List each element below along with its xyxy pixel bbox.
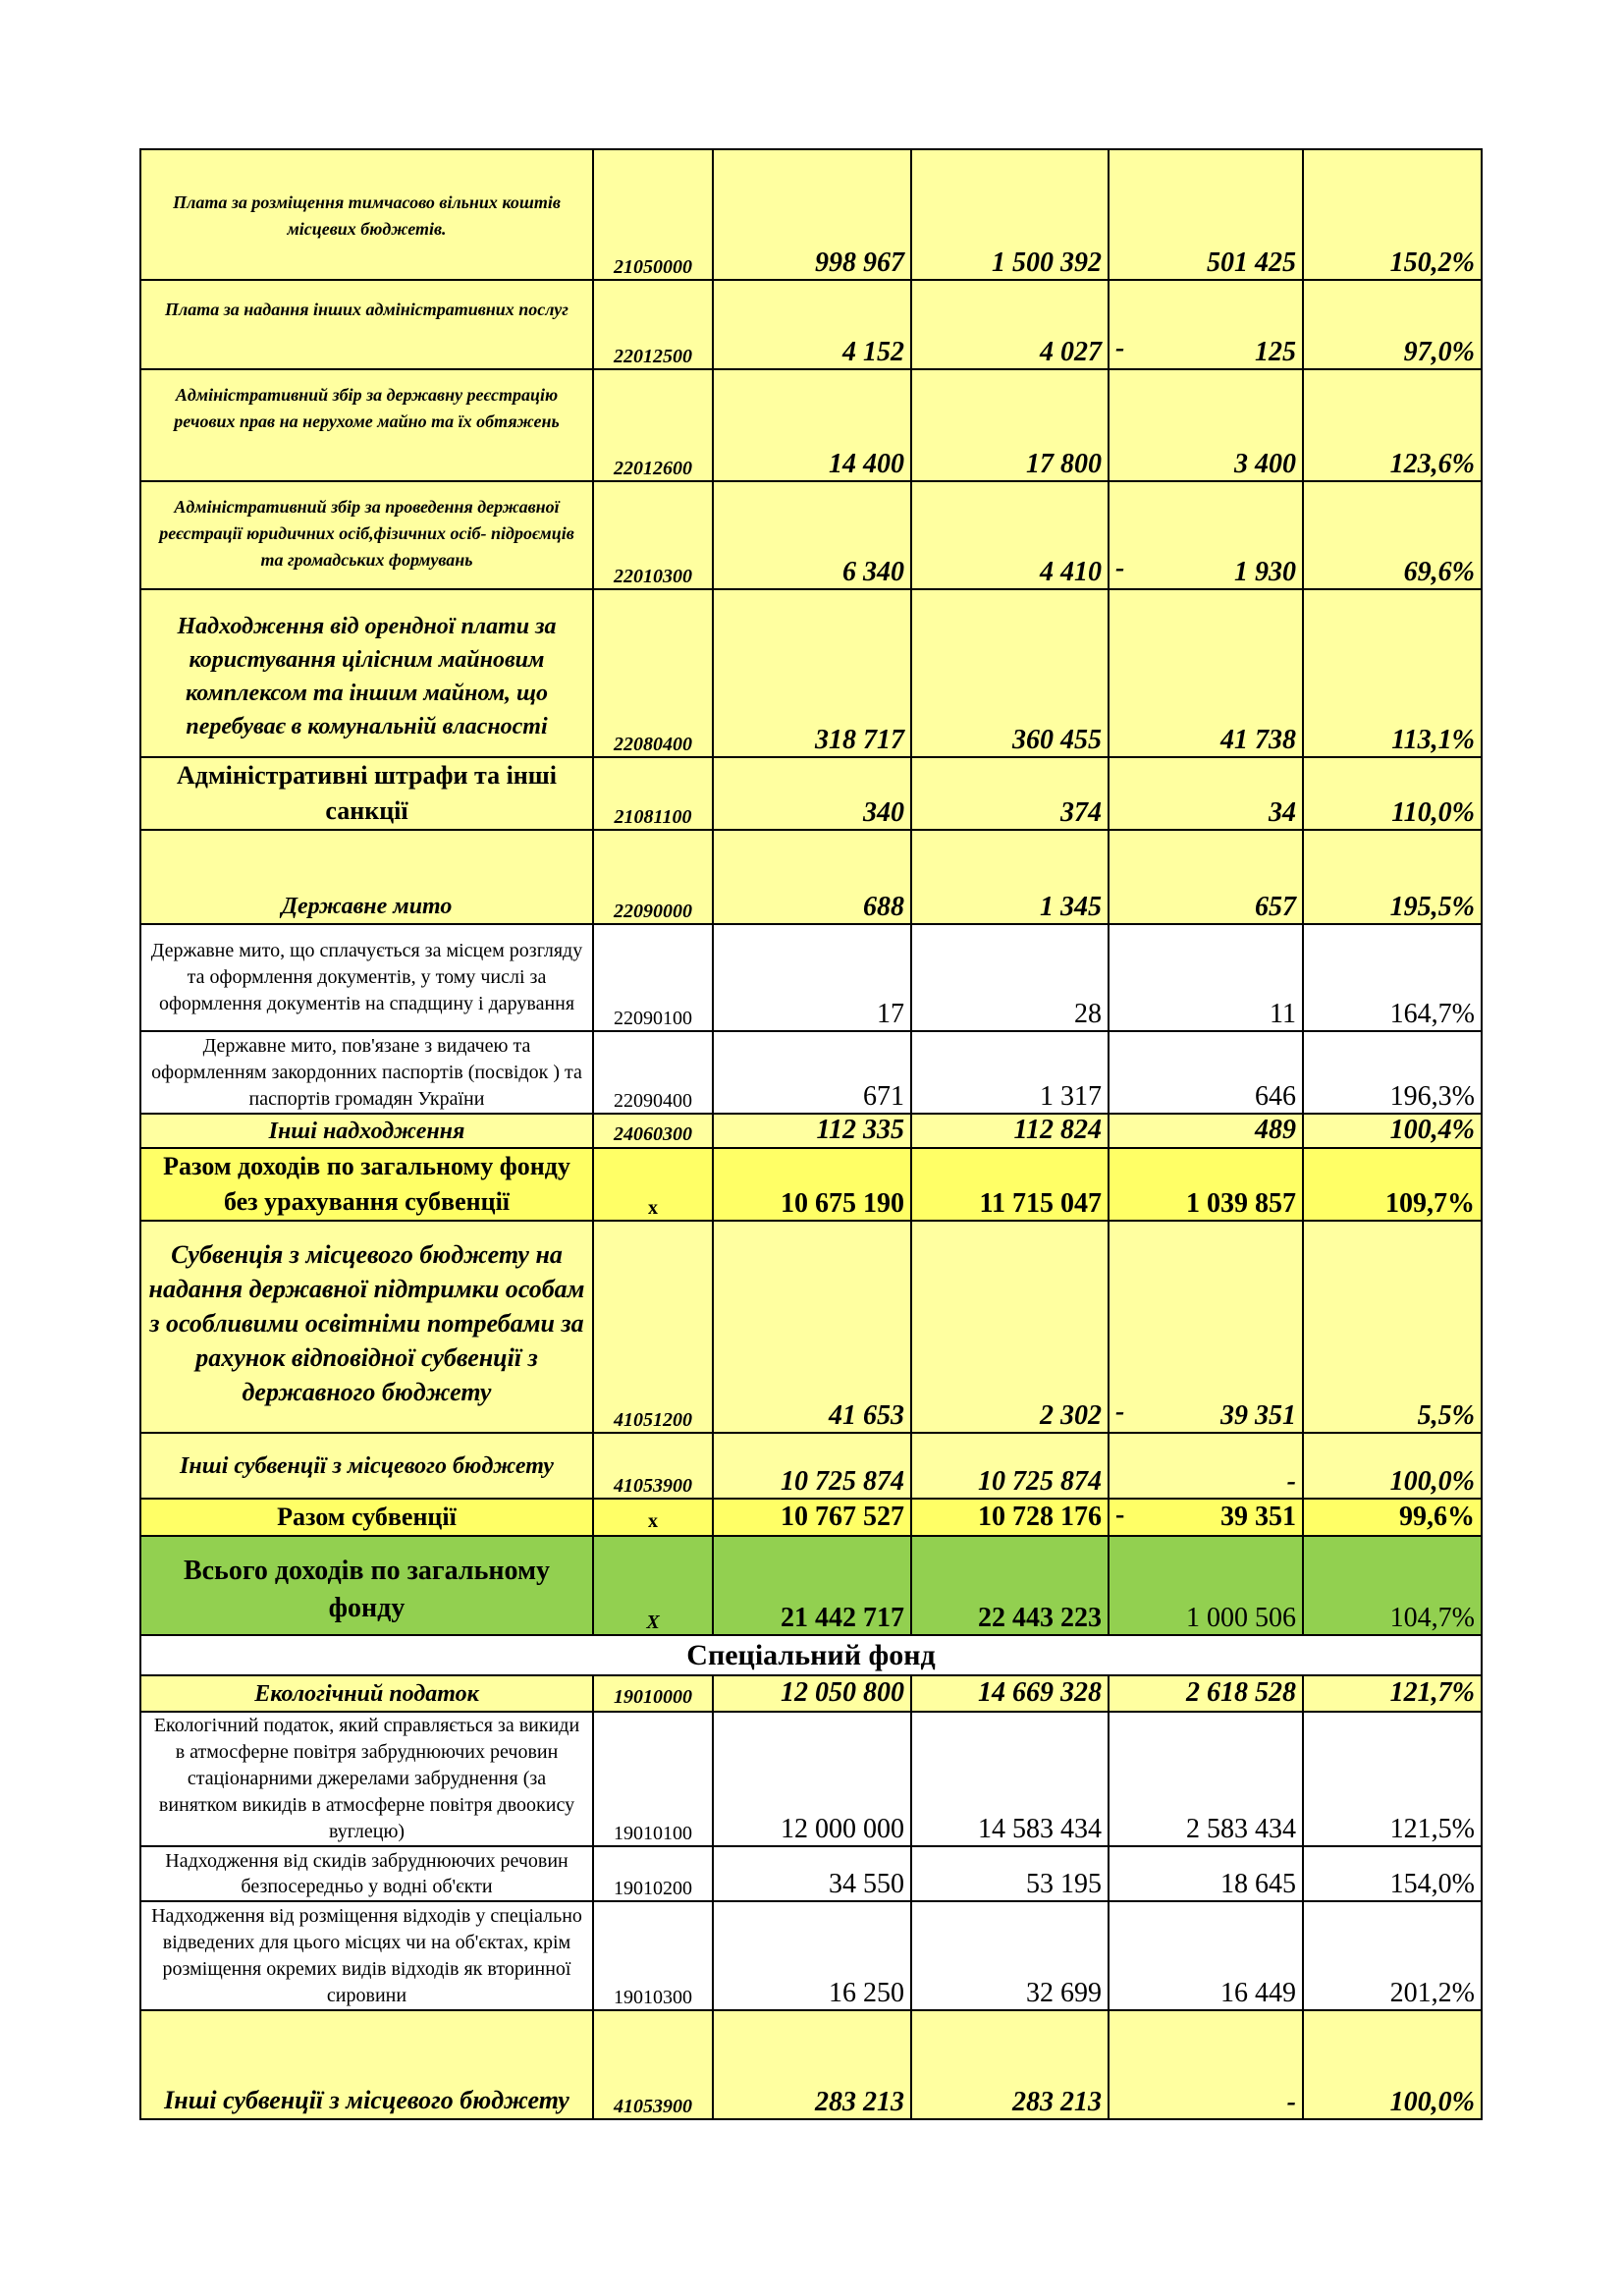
- row-diff: [1109, 1675, 1303, 1712]
- row-code: 22090000: [593, 830, 713, 924]
- row-plan: 10 675 190: [713, 1148, 911, 1221]
- row-percent: 100,0%: [1303, 1433, 1482, 1499]
- row-diff-value: 41 738: [1220, 725, 1296, 755]
- row-diff: [1109, 1148, 1303, 1221]
- row-plan: 12 000 000: [713, 1712, 911, 1846]
- row-code: 19010000: [593, 1675, 713, 1712]
- row-fact: 14 669 328: [911, 1675, 1109, 1712]
- row-plan: 4 152: [713, 280, 911, 369]
- row-fact: 11 715 047: [911, 1148, 1109, 1221]
- row-code: 41051200: [593, 1221, 713, 1433]
- row-diff-value: 16 449: [1220, 1978, 1296, 2008]
- minus-sign: -: [1115, 553, 1125, 583]
- table-row: [140, 1031, 1482, 1114]
- row-percent: 104,7%: [1303, 1536, 1482, 1635]
- row-diff-value: 125: [1255, 337, 1296, 367]
- row-code: 22012500: [593, 280, 713, 369]
- row-name: Інші надходження: [140, 1114, 593, 1148]
- row-diff: [1109, 481, 1303, 589]
- row-code: 22010300: [593, 481, 713, 589]
- row-code: х: [593, 1148, 713, 1221]
- row-plan: 10 767 527: [713, 1499, 911, 1536]
- row-diff-value: 657: [1255, 892, 1296, 922]
- row-diff: [1109, 369, 1303, 481]
- row-plan: 283 213: [713, 2010, 911, 2119]
- row-diff: [1109, 1114, 1303, 1148]
- row-percent: 109,7%: [1303, 1148, 1482, 1221]
- row-diff-value: 34: [1269, 797, 1296, 828]
- row-name: Плата за розміщення тимчасово вільних коштів місцевих бюджетів.: [140, 149, 593, 280]
- row-diff: [1109, 2010, 1303, 2119]
- row-name: Плата за надання інших адміністративних послуг: [140, 280, 593, 369]
- row-plan: 21 442 717: [713, 1536, 911, 1635]
- row-percent: 195,5%: [1303, 830, 1482, 924]
- row-code: 41053900: [593, 2010, 713, 2119]
- row-name: Екологічний податок, який справляється за викиди в атмосферне повітря забруднюючих речовин стаціонарними джерелами забруднення (за винятком викидів в атмосферне повітря двоокису вуглецю): [140, 1712, 593, 1846]
- row-diff-value: 646: [1255, 1081, 1296, 1112]
- minus-sign: -: [1115, 333, 1125, 363]
- table-row: [140, 757, 1482, 830]
- table-row: [140, 1536, 1482, 1635]
- revenue-table: [139, 148, 1483, 2120]
- row-plan: 10 725 874: [713, 1433, 911, 1499]
- row-code: х: [593, 1499, 713, 1536]
- row-name: Державне мито, що сплачується за місцем розгляду та оформлення документів, у тому числі за оформлення документів на спадщину і дарування: [140, 924, 593, 1031]
- row-percent: 97,0%: [1303, 280, 1482, 369]
- row-diff-value: 11: [1270, 999, 1296, 1029]
- row-percent: 154,0%: [1303, 1846, 1482, 1901]
- row-percent: 164,7%: [1303, 924, 1482, 1031]
- row-percent: 113,1%: [1303, 589, 1482, 757]
- row-plan: 998 967: [713, 149, 911, 280]
- row-name: Екологічний податок: [140, 1675, 593, 1712]
- table-row: [140, 1114, 1482, 1148]
- row-fact: 4 410: [911, 481, 1109, 589]
- row-diff-value: 1 039 857: [1186, 1188, 1296, 1219]
- table-row: [140, 1846, 1482, 1901]
- row-percent: 121,7%: [1303, 1675, 1482, 1712]
- row-diff: [1109, 1499, 1303, 1536]
- row-percent: 121,5%: [1303, 1712, 1482, 1846]
- row-diff: [1109, 757, 1303, 830]
- row-diff-value: 489: [1255, 1115, 1296, 1145]
- row-fact: 4 027: [911, 280, 1109, 369]
- row-diff: [1109, 1536, 1303, 1635]
- table-row: [140, 1712, 1482, 1846]
- row-fact: 32 699: [911, 1901, 1109, 2010]
- row-diff-value: -: [1286, 2087, 1296, 2117]
- row-percent: 196,3%: [1303, 1031, 1482, 1114]
- table-row: [140, 1499, 1482, 1536]
- row-diff: [1109, 1031, 1303, 1114]
- row-code: 19010100: [593, 1712, 713, 1846]
- section-title: Спеціальний фонд: [140, 1635, 1482, 1675]
- row-diff: [1109, 1846, 1303, 1901]
- table-row: [140, 924, 1482, 1031]
- table-row: [140, 1221, 1482, 1433]
- row-diff: [1109, 924, 1303, 1031]
- row-name: Державне мито: [140, 830, 593, 924]
- row-percent: 201,2%: [1303, 1901, 1482, 2010]
- row-plan: 112 335: [713, 1114, 911, 1148]
- row-code: 22090400: [593, 1031, 713, 1114]
- row-diff: [1109, 1221, 1303, 1433]
- minus-sign: -: [1115, 1500, 1125, 1530]
- row-plan: 34 550: [713, 1846, 911, 1901]
- row-diff: [1109, 830, 1303, 924]
- row-fact: 283 213: [911, 2010, 1109, 2119]
- row-diff-value: 2 583 434: [1186, 1814, 1296, 1844]
- row-diff-value: 1 930: [1234, 557, 1296, 587]
- row-fact: 10 725 874: [911, 1433, 1109, 1499]
- row-percent: 100,0%: [1303, 2010, 1482, 2119]
- row-name: Разом субвенції: [140, 1499, 593, 1536]
- row-fact: 2 302: [911, 1221, 1109, 1433]
- row-fact: 374: [911, 757, 1109, 830]
- row-name: Державне мито, пов'язане з видачею та оформленням закордонних паспортів (посвідок ) та паспортів громадян України: [140, 1031, 593, 1114]
- table-row: [140, 1901, 1482, 2010]
- row-fact: 1 500 392: [911, 149, 1109, 280]
- table-row: [140, 369, 1482, 481]
- row-fact: 112 824: [911, 1114, 1109, 1148]
- row-name: Адміністративний збір за проведення державної реєстрації юридичних осіб,фізичних осіб- підроємців та громадських формувань: [140, 481, 593, 589]
- row-code: 21050000: [593, 149, 713, 280]
- row-diff-value: 39 351: [1220, 1502, 1296, 1532]
- row-name: Разом доходів по загальному фонду без урахування субвенції: [140, 1148, 593, 1221]
- row-code: Х: [593, 1536, 713, 1635]
- row-diff-value: -: [1286, 1466, 1296, 1497]
- row-plan: 41 653: [713, 1221, 911, 1433]
- row-fact: 14 583 434: [911, 1712, 1109, 1846]
- row-fact: 22 443 223: [911, 1536, 1109, 1635]
- row-name: Інші субвенції з місцевого бюджету: [140, 1433, 593, 1499]
- row-percent: 123,6%: [1303, 369, 1482, 481]
- row-fact: 1 345: [911, 830, 1109, 924]
- table-row: [140, 830, 1482, 924]
- row-diff: [1109, 1901, 1303, 2010]
- row-fact: 360 455: [911, 589, 1109, 757]
- row-name: Всього доходів по загальному фонду: [140, 1536, 593, 1635]
- row-diff-value: 2 618 528: [1186, 1677, 1296, 1708]
- row-plan: 6 340: [713, 481, 911, 589]
- row-plan: 340: [713, 757, 911, 830]
- row-fact: 10 728 176: [911, 1499, 1109, 1536]
- row-percent: 69,6%: [1303, 481, 1482, 589]
- row-fact: 53 195: [911, 1846, 1109, 1901]
- row-name: Субвенція з місцевого бюджету на надання державної підтримки особам з особливими освітніми потребами за рахунок відповідної субвенції з державного бюджету: [140, 1221, 593, 1433]
- row-name: Надходження від розміщення відходів у спеціально відведених для цього місцях чи на об'єктах, крім розміщення окремих видів відходів як вторинної сировини: [140, 1901, 593, 2010]
- row-diff: [1109, 1433, 1303, 1499]
- row-plan: 14 400: [713, 369, 911, 481]
- row-diff: [1109, 589, 1303, 757]
- row-fact: 1 317: [911, 1031, 1109, 1114]
- row-name: Інші субвенції з місцевого бюджету: [140, 2010, 593, 2119]
- row-diff-value: 3 400: [1234, 449, 1296, 479]
- row-diff-value: 1 000 506: [1186, 1603, 1296, 1633]
- row-percent: 100,4%: [1303, 1114, 1482, 1148]
- table-row: [140, 1675, 1482, 1712]
- row-code: 24060300: [593, 1114, 713, 1148]
- row-percent: 5,5%: [1303, 1221, 1482, 1433]
- row-code: 21081100: [593, 757, 713, 830]
- row-plan: 16 250: [713, 1901, 911, 2010]
- row-plan: 17: [713, 924, 911, 1031]
- row-diff: [1109, 1712, 1303, 1846]
- section-row: [140, 1635, 1482, 1675]
- row-name: Адміністративний збір за державну реєстрацію речових прав на нерухоме майно та їх обтяжень: [140, 369, 593, 481]
- row-fact: 17 800: [911, 369, 1109, 481]
- row-name: Адміністративні штрафи та інші санкції: [140, 757, 593, 830]
- row-code: 22012600: [593, 369, 713, 481]
- table-row: [140, 1148, 1482, 1221]
- row-percent: 110,0%: [1303, 757, 1482, 830]
- row-name: Надходження від орендної плати за користування цілісним майновим комплексом та іншим майном, що перебуває в комунальній власності: [140, 589, 593, 757]
- row-code: 41053900: [593, 1433, 713, 1499]
- table-row: [140, 1433, 1482, 1499]
- row-percent: 99,6%: [1303, 1499, 1482, 1536]
- table-row: [140, 280, 1482, 369]
- minus-sign: -: [1115, 1396, 1125, 1427]
- row-code: 22080400: [593, 589, 713, 757]
- table-row: [140, 149, 1482, 280]
- row-diff-value: 18 645: [1220, 1869, 1296, 1899]
- row-code: 19010200: [593, 1846, 713, 1901]
- row-plan: 688: [713, 830, 911, 924]
- table-row: [140, 589, 1482, 757]
- row-diff: [1109, 149, 1303, 280]
- row-code: 19010300: [593, 1901, 713, 2010]
- row-plan: 318 717: [713, 589, 911, 757]
- row-name: Надходження від скидів забруднюючих речовин безпосередньо у водні об'єкти: [140, 1846, 593, 1901]
- row-percent: 150,2%: [1303, 149, 1482, 280]
- table-row: [140, 2010, 1482, 2119]
- row-plan: 671: [713, 1031, 911, 1114]
- row-fact: 28: [911, 924, 1109, 1031]
- table-row: [140, 481, 1482, 589]
- row-code: 22090100: [593, 924, 713, 1031]
- row-diff: [1109, 280, 1303, 369]
- row-diff-value: 501 425: [1207, 247, 1296, 278]
- row-plan: 12 050 800: [713, 1675, 911, 1712]
- row-diff-value: 39 351: [1220, 1400, 1296, 1431]
